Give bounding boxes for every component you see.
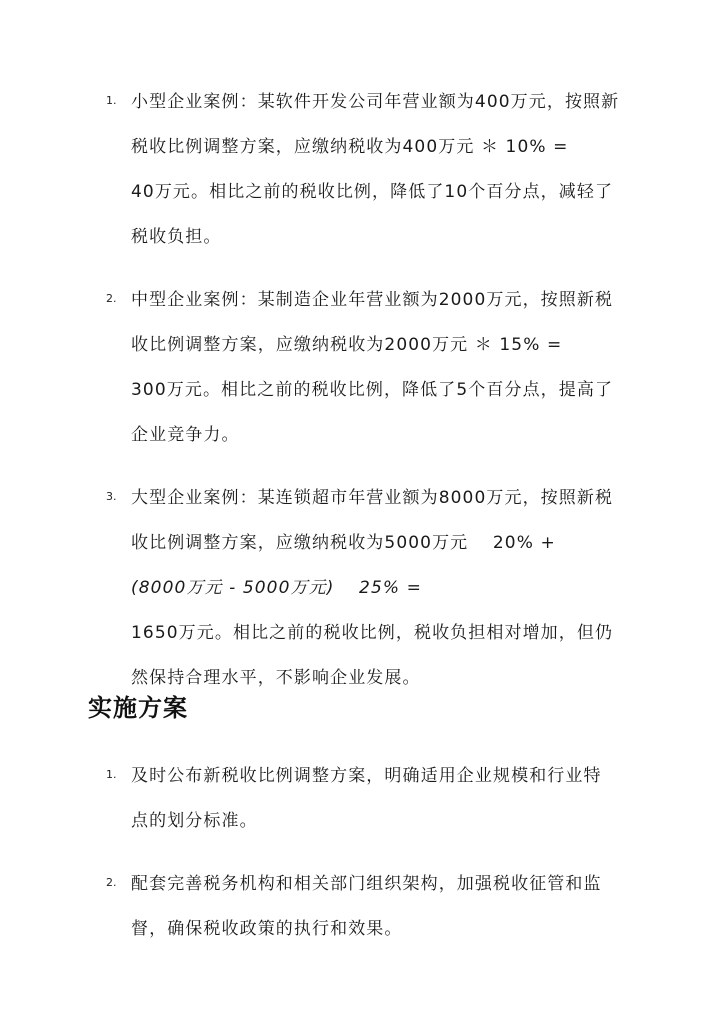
- text-line-formula: (8000万元 - 5000万元) 25% =: [131, 578, 422, 598]
- case-item-small: [0, 82, 720, 262]
- text-line: 税收比例调整方案，应缴纳税收为400万元 ＊ 10% =: [131, 137, 569, 157]
- text-line: 税收负担。: [131, 227, 222, 247]
- case-item-large: [0, 478, 720, 703]
- list-number: 1.: [106, 768, 117, 781]
- case-item-medium: [0, 280, 720, 460]
- text-line: 然保持合理水平，不影响企业发展。: [131, 668, 421, 688]
- plan-list: [0, 756, 720, 972]
- list-number: 2.: [106, 876, 117, 889]
- list-number: 2.: [106, 292, 117, 305]
- text-line: 40万元。相比之前的税收比例，降低了10个百分点，减轻了: [131, 182, 614, 202]
- text-line: 配套完善税务机构和相关部门组织架构，加强税收征管和监: [131, 874, 602, 894]
- case-list: [0, 82, 720, 721]
- text-line: 大型企业案例：某连锁超市年营业额为8000万元，按照新税: [131, 488, 614, 508]
- plan-item: [0, 756, 720, 846]
- text-line: 小型企业案例：某软件开发公司年营业额为400万元，按照新: [131, 92, 620, 112]
- text-line: 点的划分标准。: [131, 811, 258, 831]
- section-heading: 实施方案: [88, 693, 188, 722]
- text-line: 中型企业案例：某制造企业年营业额为2000万元，按照新税: [131, 290, 614, 310]
- text-line: 收比例调整方案，应缴纳税收为2000万元 ＊ 15% =: [131, 335, 563, 355]
- text-line: 及时公布新税收比例调整方案，明确适用企业规模和行业特: [131, 766, 602, 786]
- list-number: 1.: [106, 94, 117, 107]
- text-line: 收比例调整方案，应缴纳税收为5000万元 20% +: [131, 533, 556, 553]
- plan-item: [0, 864, 720, 954]
- text-line: 300万元。相比之前的税收比例，降低了5个百分点，提高了: [131, 380, 614, 400]
- list-number: 3.: [106, 490, 117, 503]
- text-line: 企业竞争力。: [131, 425, 240, 445]
- text-line: 督，确保税收政策的执行和效果。: [131, 919, 403, 939]
- text-line: 1650万元。相比之前的税收比例，税收负担相对增加，但仍: [131, 623, 614, 643]
